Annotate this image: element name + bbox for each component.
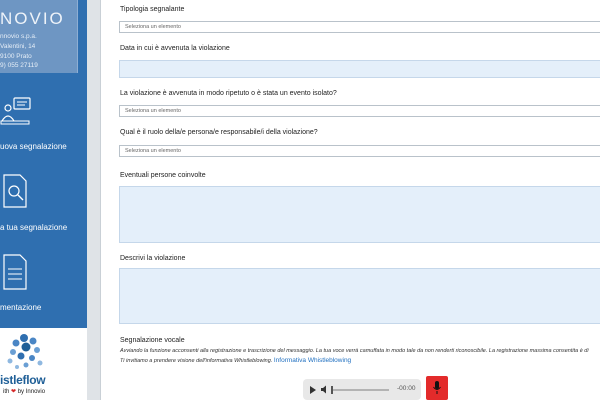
sidebar-item-label: mentazione <box>0 303 42 312</box>
audio-progress-track[interactable] <box>333 389 389 391</box>
brand-logo: NOVIO <box>0 9 65 28</box>
brand-phone: 9) 055 27119 <box>0 62 38 69</box>
brand-company: nnovio s.p.a. <box>0 33 37 40</box>
textarea-descrizione[interactable] <box>119 268 600 324</box>
vocale-note: Avviando la funzione acconsenti alla registrazione e trascrizione del messaggio. La tua voce verrà camuffata in modo tale da non renderti riconoscibile. La registrazione massima consentita è di <box>120 348 589 354</box>
sidebar-footer <box>0 328 87 400</box>
label-tipologia: Tipologia segnalante <box>120 6 185 13</box>
textarea-persone[interactable] <box>119 186 600 243</box>
volume-icon[interactable] <box>321 385 329 394</box>
sidebar-item-your-report[interactable] <box>0 172 87 242</box>
play-icon[interactable] <box>310 386 316 394</box>
audio-progress-handle[interactable] <box>331 386 333 394</box>
brand-street: Valentini, 14 <box>0 43 36 50</box>
whistleflow-name: istleflow <box>0 373 46 387</box>
label-data-violazione: Data in cui è avvenuta la violazione <box>120 45 230 52</box>
document-search-icon <box>2 174 28 208</box>
select-ripetuto[interactable]: Seleziona un elemento <box>119 105 600 117</box>
whistleflow-byline: ith ❤ by Innovio <box>3 389 46 395</box>
report-form <box>100 0 600 400</box>
sidebar-item-label: uova segnalazione <box>0 142 67 151</box>
brand-city: 9100 Prato <box>0 53 32 60</box>
label-persone: Eventuali persone coinvolte <box>120 172 206 179</box>
informativa-link[interactable]: Informativa Whistleblowing <box>273 357 352 364</box>
whistleflow-logo-icon <box>4 332 48 372</box>
label-vocale: Segnalazione vocale <box>120 337 185 344</box>
record-button[interactable] <box>426 376 448 400</box>
audio-player <box>303 379 421 400</box>
input-data-violazione[interactable] <box>119 60 600 78</box>
label-descrizione: Descrivi la violazione <box>120 255 186 262</box>
sidebar-item-label: a tua segnalazione <box>0 223 68 232</box>
document-icon <box>2 254 28 290</box>
select-tipologia[interactable]: Seleziona un elemento <box>119 21 600 33</box>
vocale-note-info: Ti invitiamo a prendere visione dell'informativa Whistleblowing. Informativa Whistleblowing <box>120 357 352 364</box>
heart-icon: ❤ <box>11 389 17 395</box>
sidebar-item-new-report[interactable] <box>0 92 87 162</box>
brand-box <box>0 0 78 73</box>
sidebar-item-documentation[interactable] <box>0 253 87 323</box>
microphone-icon <box>433 381 441 395</box>
label-ripetuto: La violazione è avvenuta in modo ripetuto o è stata un evento isolato? <box>120 90 337 97</box>
sidebar <box>0 0 87 400</box>
report-form-icon <box>0 96 34 126</box>
label-ruolo: Qual è il ruolo della/e persona/e responsabile/i della violazione? <box>120 129 318 136</box>
audio-time: -00:00 <box>397 385 416 392</box>
select-ruolo[interactable]: Seleziona un elemento <box>119 145 600 157</box>
